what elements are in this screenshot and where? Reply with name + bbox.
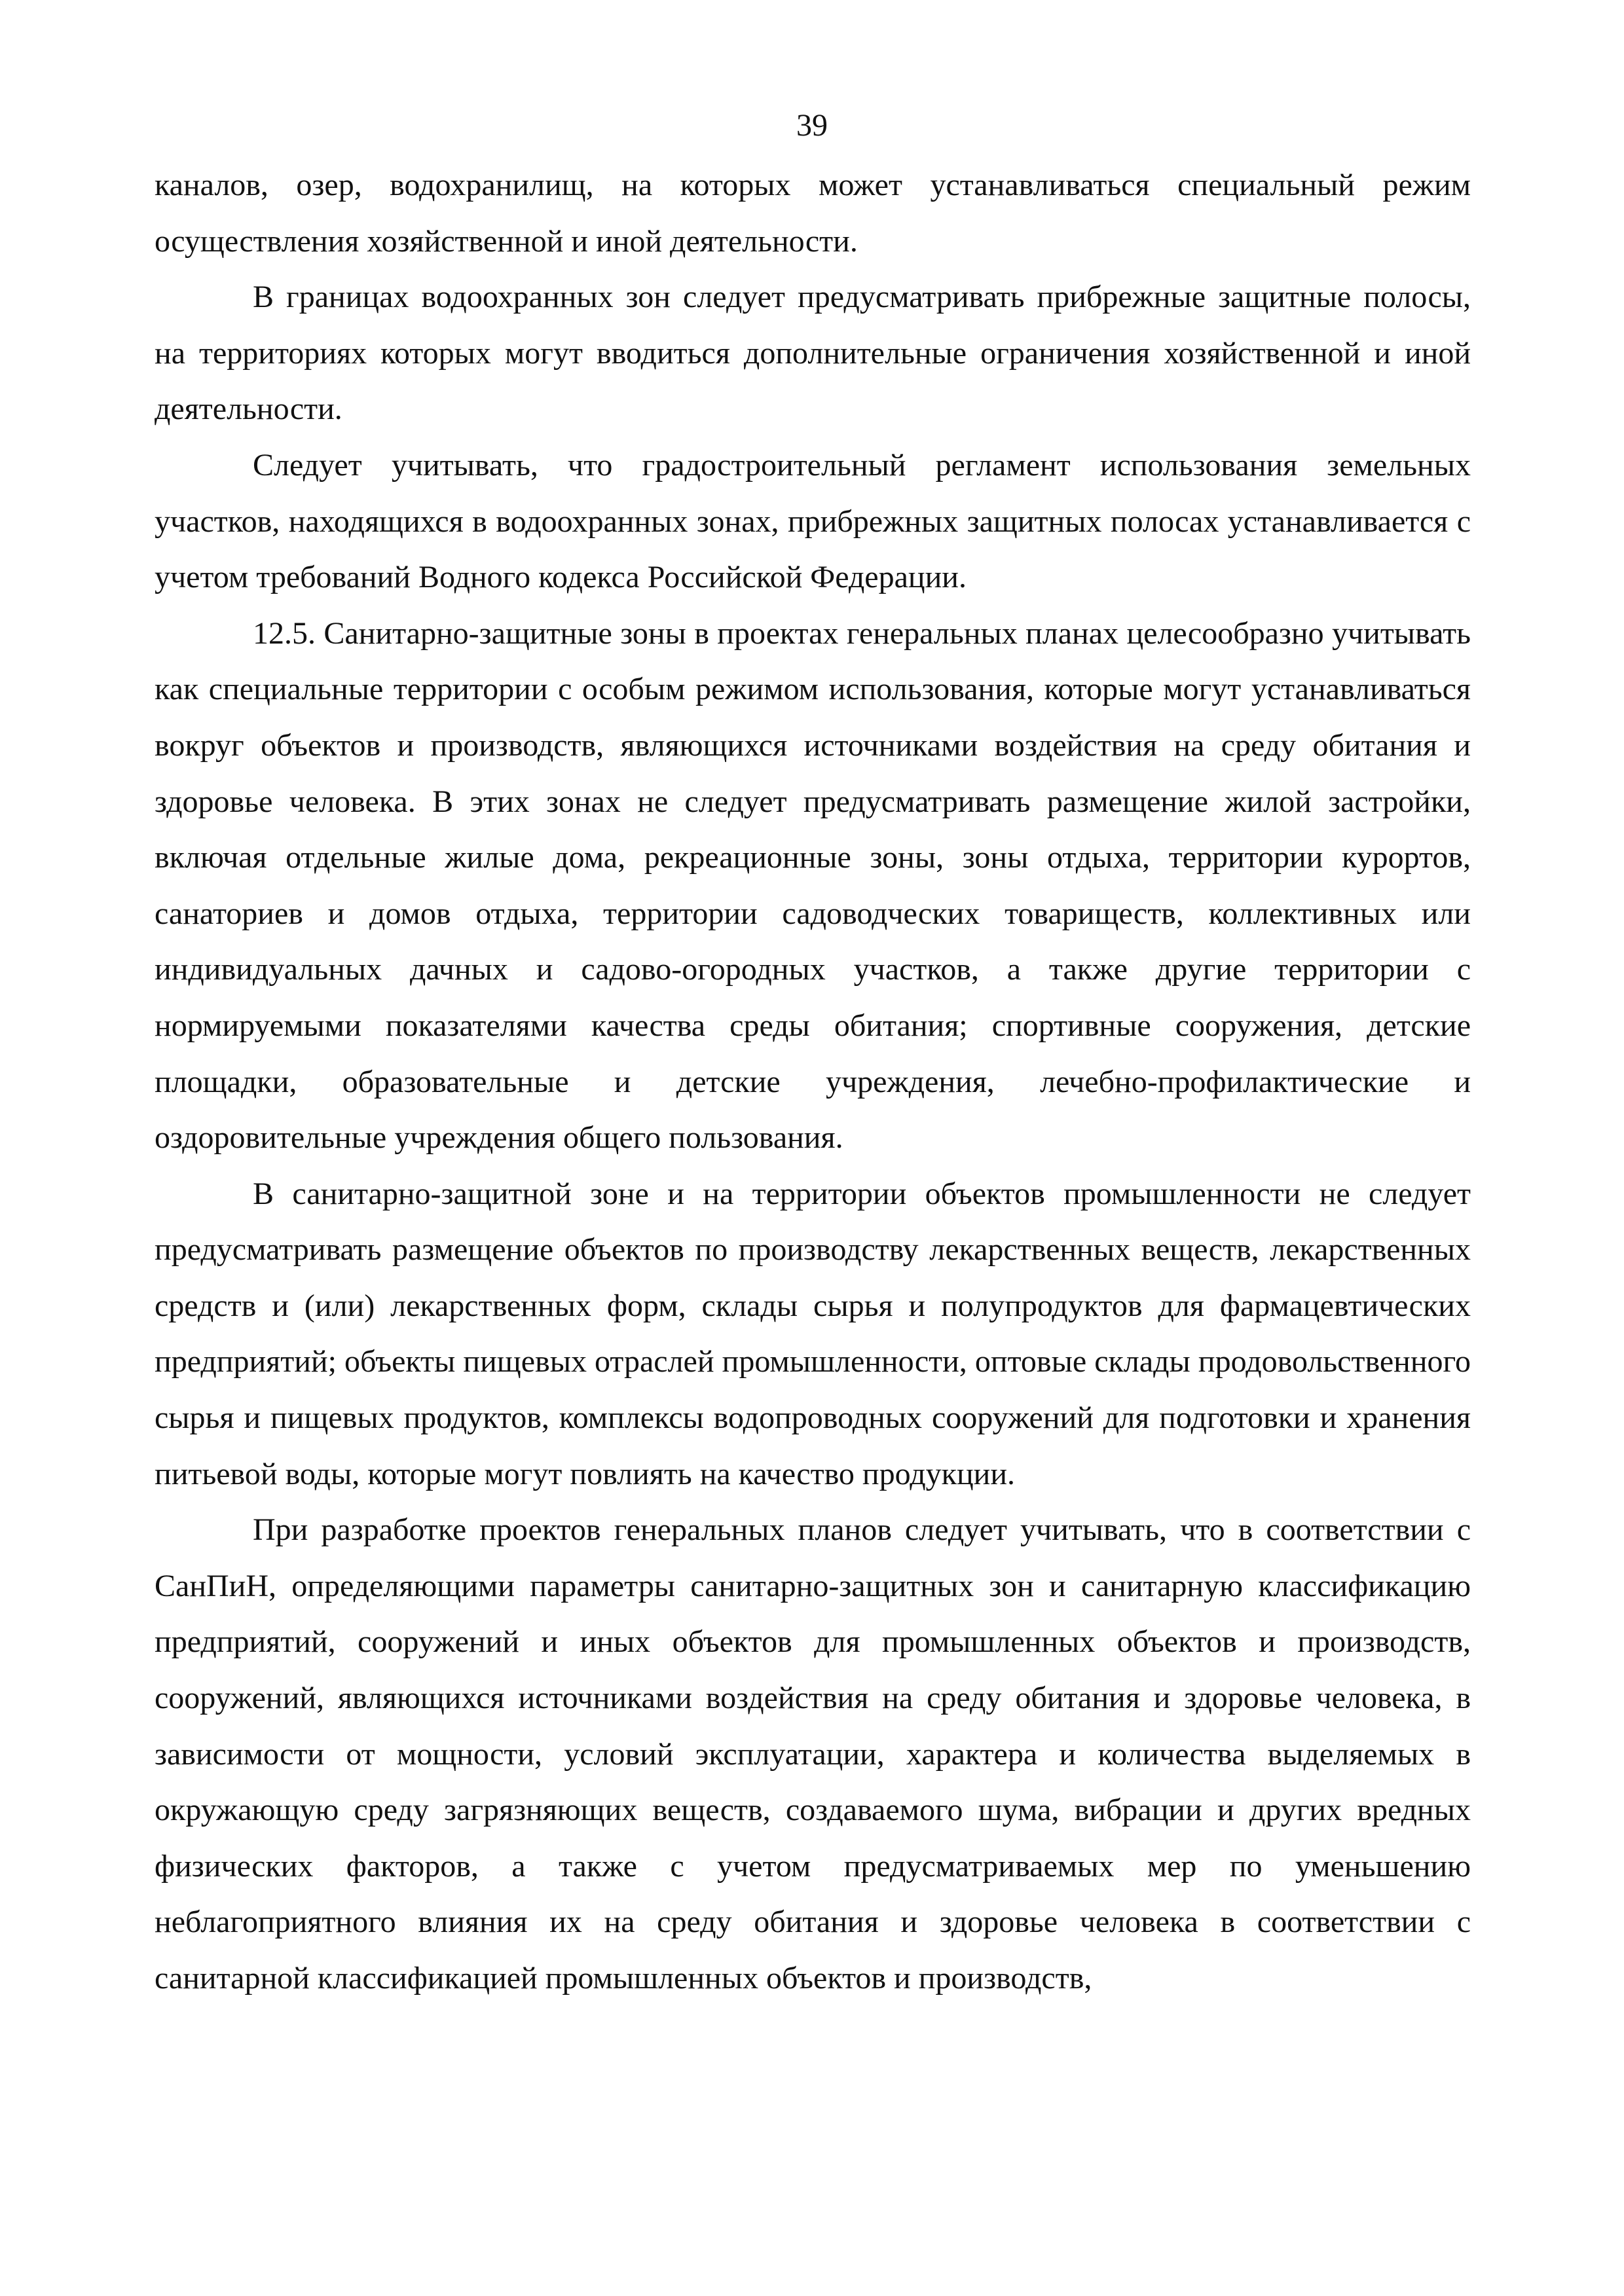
paragraph-urban-regulation: Следует учитывать, что градостроительный регламент использования земельных участков, находящихся в водоохранных зонах, прибрежных защитных полосах устанавливается с учетом требований Водного кодекса Российской Федерации. bbox=[155, 447, 1471, 595]
paragraph-sanpin-requirements: При разработке проектов генеральных планов следует учитывать, что в соответствии с СанПиН, определяющими параметры санитарно-защитных зон и санитарную классификацию предприятий, сооружений и иных объектов для промышленных объектов и производств, сооружений, являющихся источниками воздействия на среду обитания и здоровье человека, в зависимости от мощности, условий эксплуатации, характера и количества выделяемых в окружающую среду загрязняющих веществ, создаваемого шума, вибрации и других вредных физических факторов, а также с учетом предусматриваемых мер по уменьшению неблагоприятного влияния их на среду обитания и здоровье человека в соответствии с санитарной классификацией промышленных объектов и производств, bbox=[155, 1512, 1471, 1995]
paragraph-protective-strips: В границах водоохранных зон следует предусматривать прибрежные защитные полосы, на территориях которых могут вводиться дополнительные ограничения хозяйственной и иной деятельности. bbox=[155, 280, 1471, 427]
paragraph-prohibited-objects: В санитарно-защитной зоне и на территории объектов промышленности не следует предусматривать размещение объектов по производству лекарственных веществ, лекарственных средств и (или) лекарственных форм, склады сырья и полупродуктов для фармацевтических предприятий; объекты пищевых отраслей промышленности, оптовые склады продовольственного сырья и пищевых продуктов, комплексы водопроводных сооружений для подготовки и хранения питьевой воды, которые могут повлиять на качество продукции. bbox=[155, 1176, 1471, 1491]
page-number: 39 bbox=[796, 108, 828, 143]
document-body bbox=[155, 157, 1471, 2007]
paragraph-12-5-sanitary-zones: 12.5. Санитарно-защитные зоны в проектах генеральных планах целесообразно учитывать как специальные территории с особым режимом использования, которые могут устанавливаться вокруг объектов и производств, являющихся источниками воздействия на среду обитания и здоровье человека. В этих зонах не следует предусматривать размещение жилой застройки, включая отдельные жилые дома, рекреационные зоны, зоны отдыха, территории курортов, санаториев и домов отдыха, территории садоводческих товариществ, коллективных или индивидуальных дачных и садово-огородных участков, а также другие территории с нормируемыми показателями качества среды обитания; спортивные сооружения, детские площадки, образовательные и детские учреждения, лечебно-профилактические и оздоровительные учреждения общего пользования. bbox=[155, 615, 1471, 1156]
paragraph-continuation: каналов, озер, водохранилищ, на которых может устанавливаться специальный режим осуществления хозяйственной и иной деятельности. bbox=[155, 168, 1471, 259]
